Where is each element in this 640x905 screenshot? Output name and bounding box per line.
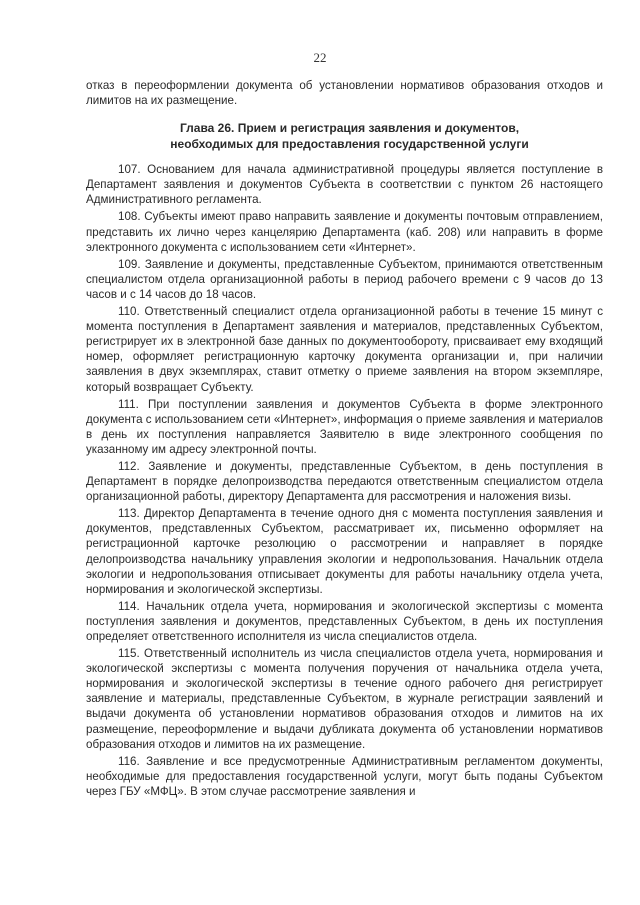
- paragraph-111: 111. При поступлении заявления и документов Субъекта в форме электронного документа с использованием сети «Интернет», информация о приеме заявления и материалов в день их поступления направляется Заявителю в виде электронного сообщения по указанному им адресу электронной почты.: [86, 397, 603, 456]
- paragraph-108: 108. Субъекты имеют право направить заявление и документы почтовым отправлением, представить их лично через канцелярию Департамента (каб. 208) или направить в форме электронного документа с использованием сети «Интернет».: [86, 210, 603, 254]
- paragraph-113: 113. Директор Департамента в течение одного дня с момента поступления заявления и документов, представленных Субъектом, рассматривает их, письменно оформляет на регистрационной карточке резолюцию о рассмотрении и направляет в порядке делопроизводства начальнику управления экологии и недропользования. Начальник отдела экологии и недропользования отписывает документы для работы начальнику отдела учета, нормирования и экологической экспертизы.: [86, 507, 603, 596]
- chapter-heading-line-1: Глава 26. Прием и регистрация заявления и документов,: [179, 121, 520, 136]
- chapter-heading: [86, 120, 603, 152]
- paragraph-109: 109. Заявление и документы, представленные Субъектом, принимаются ответственным специалистом отдела организационной работы в период рабочего времени с 9 часов до 13 часов и с 14 часов до 18 часов.: [86, 257, 603, 301]
- paragraph-116: 116. Заявление и все предусмотренные Административным регламентом документы, необходимые для предоставления государственной услуги, могут быть поданы Субъектом через ГБУ «МФЦ». В этом случае рассмотрение заявления и: [86, 754, 603, 798]
- document-body: [86, 78, 603, 799]
- chapter-heading-line-2: необходимых для предоставления государственной услуги: [170, 137, 529, 152]
- paragraph-107: 107. Основанием для начала административной процедуры является поступление в Департамент заявления и документов Субъекта в соответствии с пунктом 26 настоящего Административного регламента.: [86, 163, 603, 207]
- page-number: 22: [313, 50, 327, 65]
- paragraph-110: 110. Ответственный специалист отдела организационной работы в течение 15 минут с момента поступления в Департамент заявления и материалов, представленных Субъектом, регистрирует их в электронной базе данных по документообороту, присваивает ему входящий номер, оформляет регистрационную карточку документа организации и, при наличии заявления в двух экземплярах, ставит отметку о приеме заявления на втором экземпляре, который возвращает Субъекту.: [86, 305, 603, 394]
- paragraph-114: 114. Начальник отдела учета, нормирования и экологической экспертизы с момента поступления заявления и документов, представленных Субъектом, в день их поступления определяет ответственного исполнителя из числа специалистов отдела.: [86, 599, 603, 643]
- intro-text: отказ в переоформлении документа об установлении нормативов образования отходов и лимитов на их размещение.: [86, 79, 603, 108]
- paragraph-115: 115. Ответственный исполнитель из числа специалистов отдела учета, нормирования и экологической экспертизы с момента получения поручения от начальника отдела учета, нормирования и экологической экспертизы в течение одного рабочего дня регистрирует заявление и материалы, представленные Субъектом, в журнале регистрации заявлений и выдачи документа об установлении нормативов образования отходов и лимитов на их размещение, переоформление и выдачи дубликата документа об установлении нормативов образования отходов и лимитов на их размещение.: [86, 647, 603, 751]
- paragraph-112: 112. Заявление и документы, представленные Субъектом, в день поступления в Департамент в порядке делопроизводства передаются ответственным специалистом отдела организационной работы, директору Департамента для рассмотрения и наложения визы.: [86, 459, 603, 504]
